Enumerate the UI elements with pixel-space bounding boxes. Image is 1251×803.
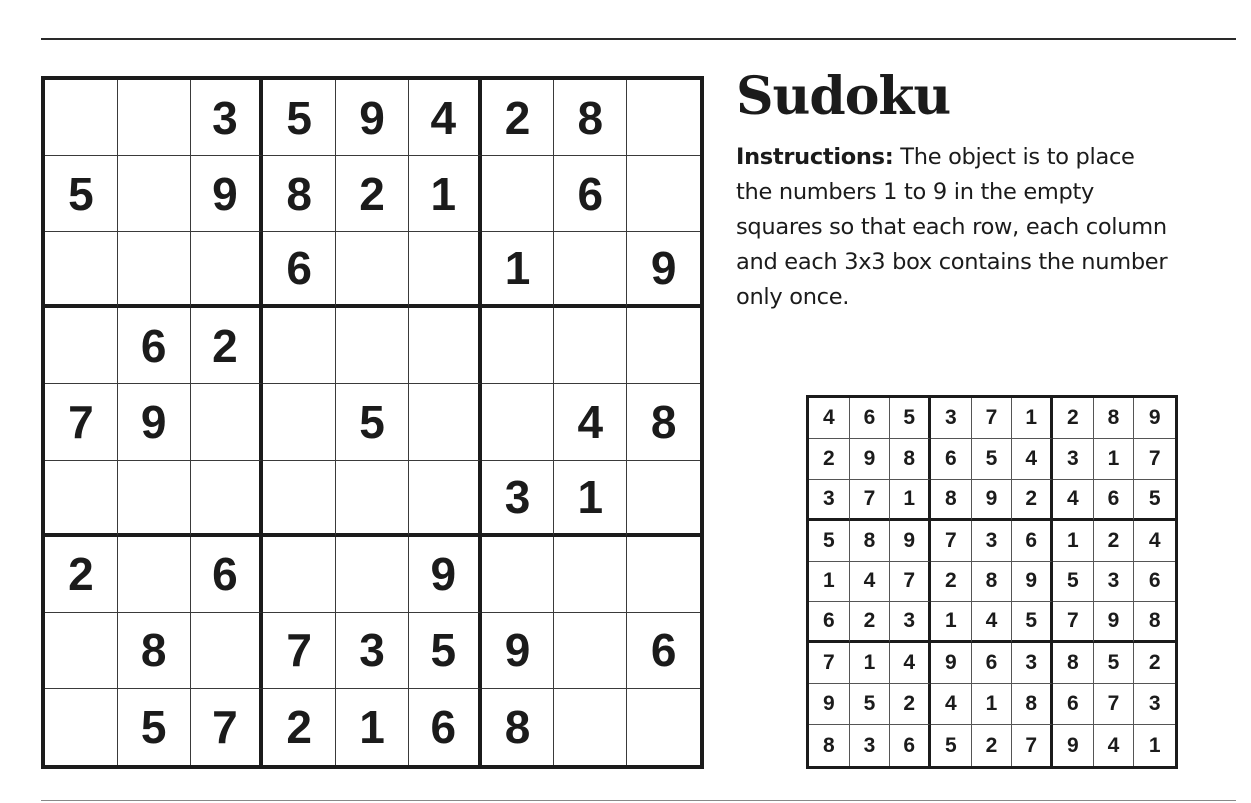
puzzle-cell-r9-c9[interactable] — [627, 689, 700, 765]
solution-cell-r5-c3: 7 — [890, 562, 931, 603]
puzzle-cell-r3-c6[interactable] — [409, 232, 482, 308]
puzzle-cell-r3-c9[interactable]: 9 — [627, 232, 700, 308]
puzzle-cell-r9-c8[interactable] — [554, 689, 627, 765]
solution-cell-r6-c1: 6 — [809, 602, 850, 643]
puzzle-cell-r1-c6[interactable]: 4 — [409, 80, 482, 156]
solution-cell-r6-c5: 4 — [972, 602, 1013, 643]
puzzle-cell-r7-c8[interactable] — [554, 537, 627, 613]
puzzle-cell-r3-c1[interactable] — [45, 232, 118, 308]
solution-cell-r1-c9: 9 — [1134, 398, 1175, 439]
puzzle-cell-r1-c9[interactable] — [627, 80, 700, 156]
solution-cell-r5-c8: 3 — [1094, 562, 1135, 603]
solution-cell-r7-c8: 5 — [1094, 643, 1135, 684]
solution-cell-r7-c5: 6 — [972, 643, 1013, 684]
sudoku-puzzle-grid — [41, 76, 704, 769]
solution-cell-r2-c2: 9 — [850, 439, 891, 480]
solution-cell-r6-c2: 2 — [850, 602, 891, 643]
puzzle-cell-r1-c7[interactable]: 2 — [482, 80, 555, 156]
solution-cell-r4-c3: 9 — [890, 521, 931, 562]
puzzle-cell-r9-c5[interactable]: 1 — [336, 689, 409, 765]
puzzle-cell-r7-c5[interactable] — [336, 537, 409, 613]
solution-cell-r3-c5: 9 — [972, 480, 1013, 521]
puzzle-cell-r2-c7[interactable] — [482, 156, 555, 232]
solution-cell-r2-c9: 7 — [1134, 439, 1175, 480]
solution-cell-r5-c4: 2 — [931, 562, 972, 603]
puzzle-cell-r6-c7[interactable]: 3 — [482, 461, 555, 537]
solution-cell-r2-c1: 2 — [809, 439, 850, 480]
puzzle-cell-r8-c3[interactable] — [191, 613, 264, 689]
puzzle-cell-r1-c4[interactable]: 5 — [263, 80, 336, 156]
solution-cell-r4-c9: 4 — [1134, 521, 1175, 562]
solution-cell-r5-c7: 5 — [1053, 562, 1094, 603]
puzzle-cell-r2-c8[interactable]: 6 — [554, 156, 627, 232]
puzzle-cell-r3-c5[interactable] — [336, 232, 409, 308]
solution-cell-r5-c6: 9 — [1012, 562, 1053, 603]
solution-cell-r2-c7: 3 — [1053, 439, 1094, 480]
solution-cell-r5-c9: 6 — [1134, 562, 1175, 603]
solution-cell-r6-c3: 3 — [890, 602, 931, 643]
solution-cell-r7-c4: 9 — [931, 643, 972, 684]
puzzle-cell-r4-c9[interactable] — [627, 308, 700, 384]
puzzle-cell-r3-c4[interactable]: 6 — [263, 232, 336, 308]
solution-cell-r3-c3: 1 — [890, 480, 931, 521]
solution-cell-r9-c9: 1 — [1148, 733, 1161, 757]
solution-cell-r3-c1: 3 — [809, 480, 850, 521]
puzzle-cell-r1-c1[interactable] — [45, 80, 118, 156]
solution-cell-r6-c7: 7 — [1053, 602, 1094, 643]
solution-cell-r9-c5: 2 — [972, 725, 1013, 766]
puzzle-cell-r2-c3[interactable]: 9 — [191, 156, 264, 232]
puzzle-cell-r9-c2[interactable]: 5 — [118, 689, 191, 765]
puzzle-cell-r5-c7[interactable] — [482, 384, 555, 460]
solution-cell-r9-c1: 8 — [809, 725, 850, 766]
solution-cell-r4-c5: 3 — [972, 521, 1013, 562]
solution-cell-r7-c1: 7 — [809, 643, 850, 684]
puzzle-cell-r5-c1[interactable]: 7 — [45, 384, 118, 460]
solution-cell-r4-c7: 1 — [1053, 521, 1094, 562]
solution-cell-r7-c2: 1 — [850, 643, 891, 684]
puzzle-cell-r6-c4[interactable] — [263, 461, 336, 537]
puzzle-cell-r1-c8[interactable]: 8 — [554, 80, 627, 156]
solution-cell-r8-c7: 6 — [1053, 684, 1094, 725]
puzzle-cell-r6-c9[interactable] — [627, 461, 700, 537]
solution-cell-r9-c8: 4 — [1094, 725, 1135, 766]
solution-cell-r3-c4: 8 — [931, 480, 972, 521]
puzzle-cell-r1-c2[interactable] — [118, 80, 191, 156]
instructions-lead: Instructions: — [736, 144, 894, 170]
puzzle-cell-r5-c4[interactable] — [263, 384, 336, 460]
puzzle-cell-r4-c1[interactable] — [45, 308, 118, 384]
puzzle-cell-r2-c2[interactable] — [118, 156, 191, 232]
solution-cell-r4-c1: 5 — [809, 521, 850, 562]
solution-cell-r1-c4: 3 — [931, 398, 972, 439]
page-title: Sudoku — [736, 66, 951, 127]
puzzle-cell-r9-c3[interactable]: 7 — [191, 689, 264, 765]
puzzle-cell-r4-c4[interactable] — [263, 308, 336, 384]
puzzle-cell-r4-c8[interactable] — [554, 308, 627, 384]
puzzle-cell-r8-c6[interactable]: 5 — [409, 613, 482, 689]
puzzle-cell-r7-c6[interactable]: 9 — [409, 537, 482, 613]
solution-cell-r6-c6: 5 — [1012, 602, 1053, 643]
solution-cell-r4-c2: 8 — [850, 521, 891, 562]
puzzle-cell-r7-c2[interactable] — [118, 537, 191, 613]
puzzle-cell-r3-c2[interactable] — [118, 232, 191, 308]
puzzle-cell-r8-c9[interactable]: 6 — [627, 613, 700, 689]
solution-cell-r3-c6: 2 — [1012, 480, 1053, 521]
solution-cell-r1-c3: 5 — [890, 398, 931, 439]
solution-cell-r1-c5: 7 — [972, 398, 1013, 439]
solution-cell-r8-c6: 8 — [1012, 684, 1053, 725]
solution-cell-r8-c4: 4 — [931, 684, 972, 725]
solution-cell-r7-c7: 8 — [1053, 643, 1094, 684]
solution-cell-r7-c3: 4 — [890, 643, 931, 684]
puzzle-cell-r4-c7[interactable] — [482, 308, 555, 384]
solution-cell-r2-c6: 4 — [1012, 439, 1053, 480]
puzzle-cell-r6-c8[interactable]: 1 — [554, 461, 627, 537]
puzzle-cell-r7-c7[interactable] — [482, 537, 555, 613]
solution-cell-r8-c5: 1 — [972, 684, 1013, 725]
puzzle-cell-r6-c5[interactable] — [336, 461, 409, 537]
solution-cell-r2-c4: 6 — [931, 439, 972, 480]
solution-cell-r3-c2: 7 — [850, 480, 891, 521]
solution-cell-r3-c9: 5 — [1134, 480, 1175, 521]
top-divider — [41, 38, 1236, 40]
puzzle-cell-r8-c5[interactable]: 3 — [336, 613, 409, 689]
puzzle-cell-r8-c2[interactable]: 8 — [118, 613, 191, 689]
puzzle-cell-r5-c2[interactable]: 9 — [118, 384, 191, 460]
puzzle-cell-r6-c6[interactable] — [409, 461, 482, 537]
puzzle-cell-r4-c3[interactable]: 2 — [191, 308, 264, 384]
puzzle-cell-r6-c1[interactable] — [45, 461, 118, 537]
puzzle-cell-r2-c5[interactable]: 2 — [336, 156, 409, 232]
puzzle-cell-r3-c7[interactable]: 1 — [482, 232, 555, 308]
solution-cell-r1-c6: 1 — [1012, 398, 1053, 439]
puzzle-cell-r9-c4[interactable]: 2 — [263, 689, 336, 765]
puzzle-cell-r5-c9[interactable]: 8 — [627, 384, 700, 460]
solution-cell-r1-c2: 6 — [850, 398, 891, 439]
solution-cell-r9-c2: 3 — [850, 725, 891, 766]
solution-cell-r8-c1: 9 — [809, 684, 850, 725]
puzzle-cell-r2-c6[interactable]: 1 — [409, 156, 482, 232]
solution-cell-r7-c6: 3 — [1012, 643, 1053, 684]
solution-cell-r4-c4: 7 — [931, 521, 972, 562]
solution-cell-r1-c7: 2 — [1053, 398, 1094, 439]
puzzle-cell-r8-c1[interactable] — [45, 613, 118, 689]
puzzle-cell-r8-c4[interactable]: 7 — [263, 613, 336, 689]
solution-cell-r9-c4: 5 — [931, 725, 972, 766]
bottom-divider — [41, 800, 1236, 801]
solution-cell-r9-c7: 9 — [1053, 725, 1094, 766]
puzzle-cell-r2-c4[interactable]: 8 — [263, 156, 336, 232]
puzzle-cell-r9-c7[interactable]: 8 — [482, 689, 555, 765]
solution-cell-r4-c8: 2 — [1094, 521, 1135, 562]
solution-cell-r2-c3: 8 — [890, 439, 931, 480]
puzzle-cell-r5-c8[interactable]: 4 — [554, 384, 627, 460]
solution-cell-r9-c6: 7 — [1012, 725, 1053, 766]
puzzle-cell-r2-c9[interactable] — [627, 156, 700, 232]
solution-cell-r8-c9: 3 — [1134, 684, 1175, 725]
puzzle-cell-r8-c7[interactable]: 9 — [482, 613, 555, 689]
puzzle-cell-r5-c6[interactable] — [409, 384, 482, 460]
solution-cell-r3-c7: 4 — [1053, 480, 1094, 521]
puzzle-cell-r2-c1[interactable]: 5 — [45, 156, 118, 232]
solution-cell-r6-c8: 9 — [1094, 602, 1135, 643]
sudoku-solution-grid — [806, 395, 1178, 769]
solution-cell-r6-c4: 1 — [931, 602, 972, 643]
solution-cell-r4-c6: 6 — [1012, 521, 1053, 562]
solution-cell-r3-c8: 6 — [1094, 480, 1135, 521]
puzzle-cell-r4-c6[interactable] — [409, 308, 482, 384]
puzzle-cell-r3-c3[interactable] — [191, 232, 264, 308]
solution-cell-r5-c1: 1 — [809, 562, 850, 603]
puzzle-cell-r7-c3[interactable]: 6 — [191, 537, 264, 613]
puzzle-cell-r7-c4[interactable] — [263, 537, 336, 613]
solution-cell-r5-c5: 8 — [972, 562, 1013, 603]
solution-cell-r1-c8: 8 — [1094, 398, 1135, 439]
solution-cell-r6-c9: 8 — [1134, 602, 1175, 643]
solution-cell-r8-c3: 2 — [890, 684, 931, 725]
solution-cell-r8-c2: 5 — [850, 684, 891, 725]
solution-cell-r1-c1: 4 — [809, 398, 850, 439]
puzzle-cell-r7-c1[interactable]: 2 — [45, 537, 118, 613]
solution-cell-r5-c2: 4 — [850, 562, 891, 603]
puzzle-cell-r4-c5[interactable] — [336, 308, 409, 384]
puzzle-cell-r1-c3[interactable]: 3 — [191, 80, 264, 156]
solution-cell-r9-c3: 6 — [890, 725, 931, 766]
puzzle-cell-r5-c5[interactable]: 5 — [336, 384, 409, 460]
solution-cell-r2-c8: 1 — [1094, 439, 1135, 480]
puzzle-cell-r9-c1[interactable] — [45, 689, 118, 765]
solution-cell-r2-c5: 5 — [972, 439, 1013, 480]
instructions-body: The object is to place the numbers 1 to 9 in the empty squares so that each row, each column and each 3x3 box contains the number only once. — [736, 144, 1168, 310]
puzzle-cell-r6-c2[interactable] — [118, 461, 191, 537]
puzzle-cell-r4-c2[interactable]: 6 — [118, 308, 191, 384]
puzzle-cell-r3-c8[interactable] — [554, 232, 627, 308]
puzzle-cell-r6-c3[interactable] — [191, 461, 264, 537]
puzzle-cell-r5-c3[interactable] — [191, 384, 264, 460]
instructions-text — [736, 140, 1176, 315]
puzzle-cell-r1-c5[interactable]: 9 — [336, 80, 409, 156]
puzzle-cell-r7-c9[interactable] — [627, 537, 700, 613]
puzzle-cell-r8-c8[interactable] — [554, 613, 627, 689]
solution-cell-r8-c8: 7 — [1094, 684, 1135, 725]
solution-cell-r7-c9: 2 — [1134, 643, 1175, 684]
puzzle-cell-r9-c6[interactable]: 6 — [409, 689, 482, 765]
